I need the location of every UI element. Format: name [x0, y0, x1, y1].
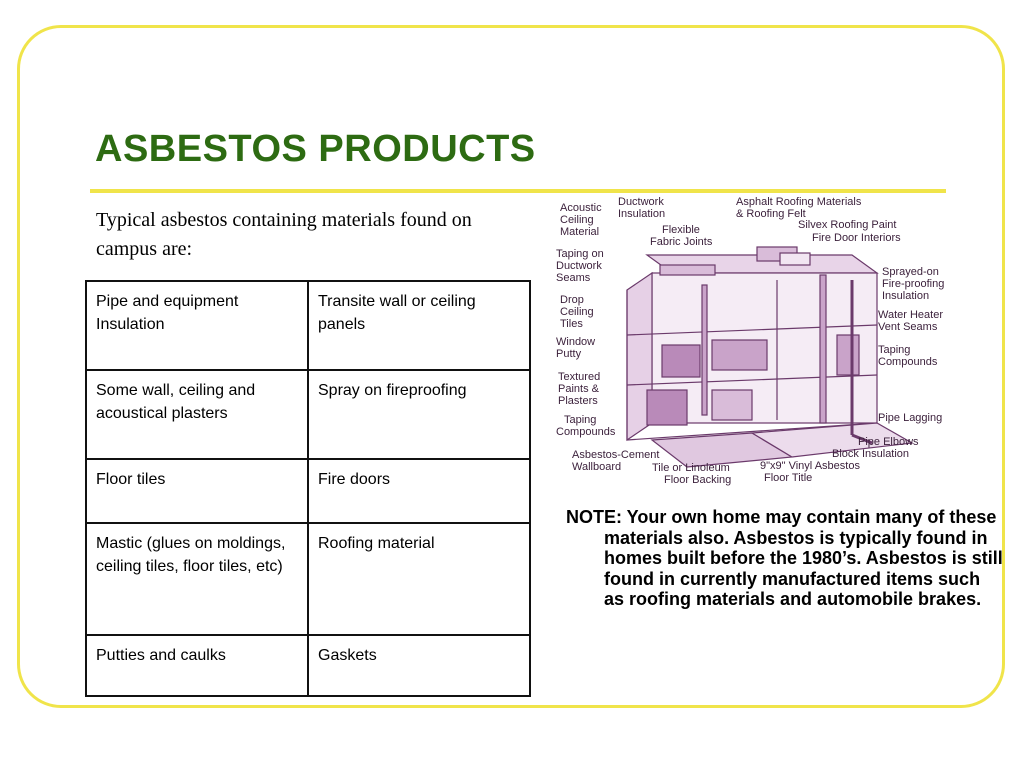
table-cell: Some wall, ceiling and acoustical plasters	[86, 370, 308, 459]
table-cell: Putties and caulks	[86, 635, 308, 696]
label-ductwork-insulation: Ductwork Insulation	[618, 196, 666, 220]
label-silvex: Silvex Roofing Paint	[798, 219, 897, 231]
label-fire-door: Fire Door Interiors	[812, 232, 901, 244]
label-cement-wallboard: Asbestos-Cement Wallboard	[572, 449, 660, 473]
label-water-heater: Water Heater Vent Seams	[878, 309, 944, 333]
label-sprayed-on: Sprayed-on Fire-proofing Insulation	[882, 266, 945, 302]
slide-title: ASBESTOS PRODUCTS	[95, 128, 536, 170]
table-row	[86, 635, 530, 696]
building-cutaway-illustration	[552, 195, 966, 493]
label-taping-compounds-left: Taping Compounds	[556, 414, 616, 438]
table-cell: Floor tiles	[86, 459, 308, 523]
table-cell: Gaskets	[308, 635, 530, 696]
table-cell: Fire doors	[308, 459, 530, 523]
table-row	[86, 459, 530, 523]
label-taping-ductwork: Taping on Ductwork Seams	[556, 248, 604, 284]
label-pipe-lagging: Pipe Lagging	[878, 412, 943, 424]
table-cell: Transite wall or ceiling panels	[308, 281, 530, 370]
label-pipe-elbows: Pipe Elbows	[858, 436, 919, 448]
intro-text: Typical asbestos containing materials found on campus are:	[96, 209, 472, 260]
label-asphalt-roofing: Asphalt Roofing Materials & Roofing Felt	[736, 196, 862, 220]
table-row	[86, 523, 530, 635]
table-cell: Mastic (glues on moldings, ceiling tiles, floor tiles, etc)	[86, 523, 308, 635]
label-window-putty: Window Putty	[556, 336, 596, 360]
label-tile-linoleum: Tile or Linoleum Floor Backing	[652, 462, 732, 486]
building-drawing	[627, 247, 912, 467]
table-cell: Spray on fireproofing	[308, 370, 530, 459]
label-taping-compounds-right: Taping Compounds	[878, 344, 938, 368]
note-text: NOTE: Your own home may contain many of these materials also. Asbestos is typically found in homes built before the 1980’s. Asbestos is still found in currently manufactured items such as roofing materials and automobile brakes.	[566, 507, 1003, 609]
materials-table	[85, 280, 531, 697]
label-block-insulation: Block Insulation	[832, 448, 910, 460]
table-row	[86, 370, 530, 459]
label-drop-ceiling: Drop Ceiling Tiles	[560, 294, 594, 330]
label-flexible-fabric: Flexible Fabric Joints	[650, 224, 713, 248]
label-acoustic-ceiling: Acoustic Ceiling Material	[560, 202, 602, 238]
table-cell: Roofing material	[308, 523, 530, 635]
table-cell: Pipe and equipment Insulation	[86, 281, 308, 370]
label-textured-paints: Textured Paints & Plasters	[558, 371, 601, 407]
title-underline	[90, 189, 946, 193]
label-vinyl-tile: 9"x9" Vinyl Asbestos Floor Title	[760, 460, 860, 484]
table-row	[86, 281, 530, 370]
